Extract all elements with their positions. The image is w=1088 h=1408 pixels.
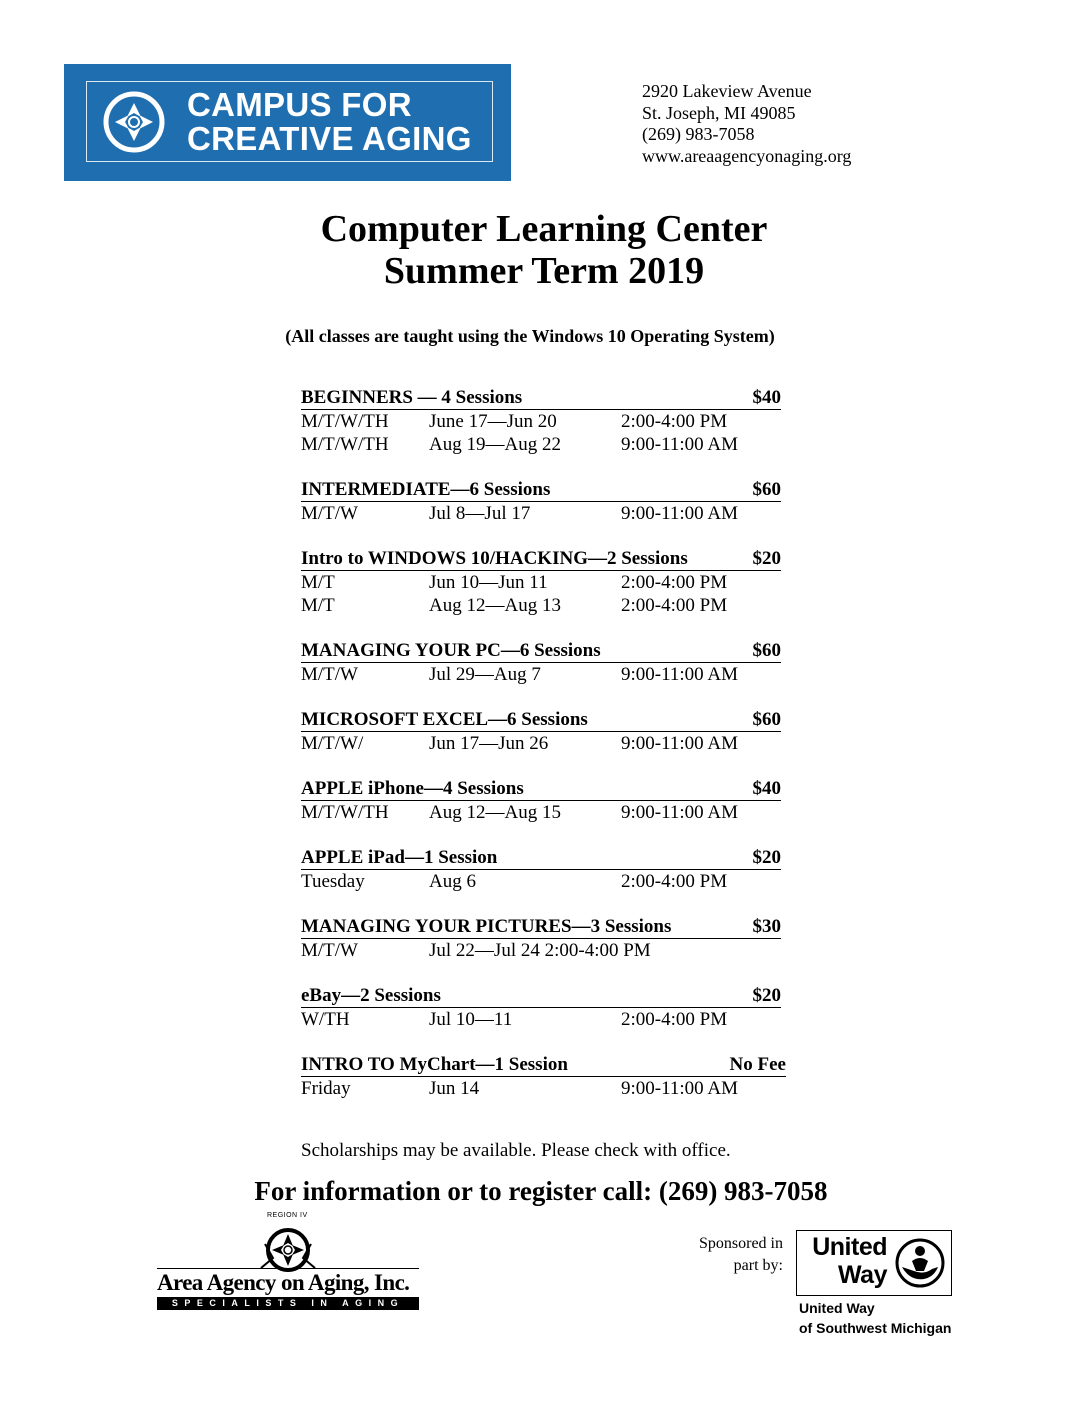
- session-time: 2:00-4:00 PM: [621, 595, 728, 616]
- session-dates: Jul 29—Aug 7: [429, 664, 541, 685]
- course-fee: $40: [752, 387, 781, 408]
- course-block: [301, 984, 791, 1031]
- session-time: 2:00-4:00 PM: [621, 572, 728, 593]
- united-way-logo: [796, 1230, 952, 1296]
- session-dates: Aug 12—Aug 15: [429, 802, 561, 823]
- course-fee: $60: [752, 640, 781, 661]
- course-header: [301, 386, 781, 410]
- address-block: [642, 81, 851, 167]
- course-schedule: [301, 386, 791, 1122]
- course-block: [301, 478, 791, 525]
- session-time: 2:00-4:00 PM: [621, 411, 728, 432]
- course-fee: $40: [752, 778, 781, 799]
- area-agency-logo: [157, 1210, 419, 1310]
- aaa-rule: [157, 1268, 419, 1269]
- session-dates: Jul 22—Jul 24 2:00-4:00 PM: [429, 940, 651, 961]
- logo-text: [187, 88, 472, 156]
- session-dates: June 17—Jun 20: [429, 411, 557, 432]
- aaa-tagline: SPECIALISTS IN AGING: [157, 1297, 419, 1310]
- session-dates: Jun 17—Jun 26: [429, 733, 549, 754]
- session-row: [301, 870, 791, 893]
- course-name: Intro to WINDOWS 10/HACKING—2 Sessions: [301, 548, 688, 569]
- course-block: [301, 1053, 791, 1100]
- sponsored-label: [678, 1233, 783, 1277]
- address-phone: (269) 983-7058: [642, 124, 755, 144]
- session-row: [301, 939, 791, 962]
- united-way-hand-icon: [894, 1237, 946, 1289]
- course-fee: $20: [752, 847, 781, 868]
- course-name: MICROSOFT EXCEL—6 Sessions: [301, 709, 588, 730]
- uw-line-1: United: [812, 1233, 887, 1261]
- session-row: [301, 801, 791, 824]
- course-name: BEGINNERS — 4 Sessions: [301, 387, 523, 408]
- course-header: [301, 1053, 786, 1077]
- course-header: [301, 639, 781, 663]
- course-block: [301, 777, 791, 824]
- aaa-region: REGION IV: [267, 1212, 308, 1219]
- uw-wordmark: [803, 1233, 887, 1289]
- session-time: 9:00-11:00 AM: [621, 733, 738, 754]
- session-days: M/T/W/TH: [301, 434, 389, 455]
- session-time: 9:00-11:00 AM: [621, 434, 738, 455]
- course-name: INTRO TO MyChart—1 Session: [301, 1054, 568, 1075]
- course-name: MANAGING YOUR PICTURES—3 Sessions: [301, 916, 672, 937]
- course-name: eBay—2 Sessions: [301, 985, 441, 1006]
- session-row: [301, 571, 791, 594]
- session-days: Friday: [301, 1078, 351, 1099]
- course-block: [301, 639, 791, 686]
- course-name: MANAGING YOUR PC—6 Sessions: [301, 640, 601, 661]
- address-street: 2920 Lakeview Avenue: [642, 81, 812, 101]
- session-time: 9:00-11:00 AM: [621, 802, 738, 823]
- session-dates: Aug 12—Aug 13: [429, 595, 561, 616]
- session-dates: Aug 19—Aug 22: [429, 434, 561, 455]
- course-name: APPLE iPad—1 Session: [301, 847, 498, 868]
- course-fee: No Fee: [729, 1054, 786, 1075]
- course-fee: $60: [752, 479, 781, 500]
- course-fee: $20: [752, 985, 781, 1006]
- course-header: [301, 915, 781, 939]
- logo-line-2: CREATIVE AGING: [187, 120, 472, 157]
- session-days: M/T/W: [301, 664, 358, 685]
- session-days: M/T/W: [301, 940, 358, 961]
- session-row: [301, 1077, 791, 1100]
- session-time: 2:00-4:00 PM: [621, 871, 728, 892]
- title-line-2: Summer Term 2019: [383, 250, 705, 292]
- course-block: [301, 915, 791, 962]
- course-header: [301, 846, 781, 870]
- course-header: [301, 547, 781, 571]
- session-dates: Jul 8—Jul 17: [429, 503, 531, 524]
- session-row: [301, 732, 791, 755]
- session-row: [301, 594, 791, 617]
- session-time: 2:00-4:00 PM: [621, 1009, 728, 1030]
- course-header: [301, 984, 781, 1008]
- course-header: [301, 478, 781, 502]
- session-days: M/T: [301, 572, 335, 593]
- course-name: APPLE iPhone—4 Sessions: [301, 778, 524, 799]
- session-row: [301, 410, 791, 433]
- session-row: [301, 502, 791, 525]
- sponsored-line-1: Sponsored in: [699, 1235, 783, 1252]
- page-subtitle: (All classes are taught using the Windows 10 Operating System): [285, 326, 775, 346]
- session-row: [301, 663, 791, 686]
- course-fee: $30: [752, 916, 781, 937]
- sponsored-line-2: part by:: [733, 1257, 783, 1274]
- session-dates: Jun 10—Jun 11: [429, 572, 548, 593]
- course-block: [301, 846, 791, 893]
- session-row: [301, 433, 791, 456]
- logo-line-1: CAMPUS FOR: [187, 86, 412, 123]
- session-dates: Jul 10—11: [429, 1009, 513, 1030]
- session-days: M/T/W/: [301, 733, 364, 754]
- course-fee: $60: [752, 709, 781, 730]
- course-fee: $20: [752, 548, 781, 569]
- course-block: [301, 708, 791, 755]
- session-days: M/T: [301, 595, 335, 616]
- session-time: 9:00-11:00 AM: [621, 503, 738, 524]
- session-row: [301, 1008, 791, 1031]
- course-block: [301, 547, 791, 617]
- session-days: M/T/W: [301, 503, 358, 524]
- campus-logo: [64, 64, 511, 181]
- course-block: [301, 386, 791, 456]
- logo-frame: [86, 81, 493, 162]
- session-days: Tuesday: [301, 871, 365, 892]
- campus-emblem-icon: [101, 89, 167, 155]
- course-name: INTERMEDIATE—6 Sessions: [301, 479, 551, 500]
- uw-caption-1: United Way: [799, 1300, 875, 1316]
- address-city: St. Joseph, MI 49085: [642, 102, 796, 123]
- session-days: W/TH: [301, 1009, 350, 1030]
- course-header: [301, 777, 781, 801]
- session-time: 9:00-11:00 AM: [621, 1078, 738, 1099]
- session-dates: Aug 6: [429, 871, 476, 892]
- register-call: For information or to register call: (269) 983-7058: [254, 1176, 828, 1206]
- session-dates: Jun 14: [429, 1078, 480, 1099]
- title-line-1: Computer Learning Center: [320, 208, 768, 250]
- united-way-caption: [799, 1298, 951, 1338]
- page-title: [0, 208, 1088, 292]
- session-days: M/T/W/TH: [301, 802, 389, 823]
- scholarship-note: Scholarships may be available. Please check with office.: [301, 1140, 731, 1161]
- uw-line-2: Way: [838, 1261, 887, 1289]
- aaa-name: Area Agency on Aging, Inc.: [157, 1270, 410, 1295]
- session-days: M/T/W/TH: [301, 411, 389, 432]
- uw-caption-2: of Southwest Michigan: [799, 1320, 952, 1336]
- course-header: [301, 708, 781, 732]
- session-time: 9:00-11:00 AM: [621, 664, 738, 685]
- address-website[interactable]: www.areaagencyonaging.org: [642, 145, 852, 166]
